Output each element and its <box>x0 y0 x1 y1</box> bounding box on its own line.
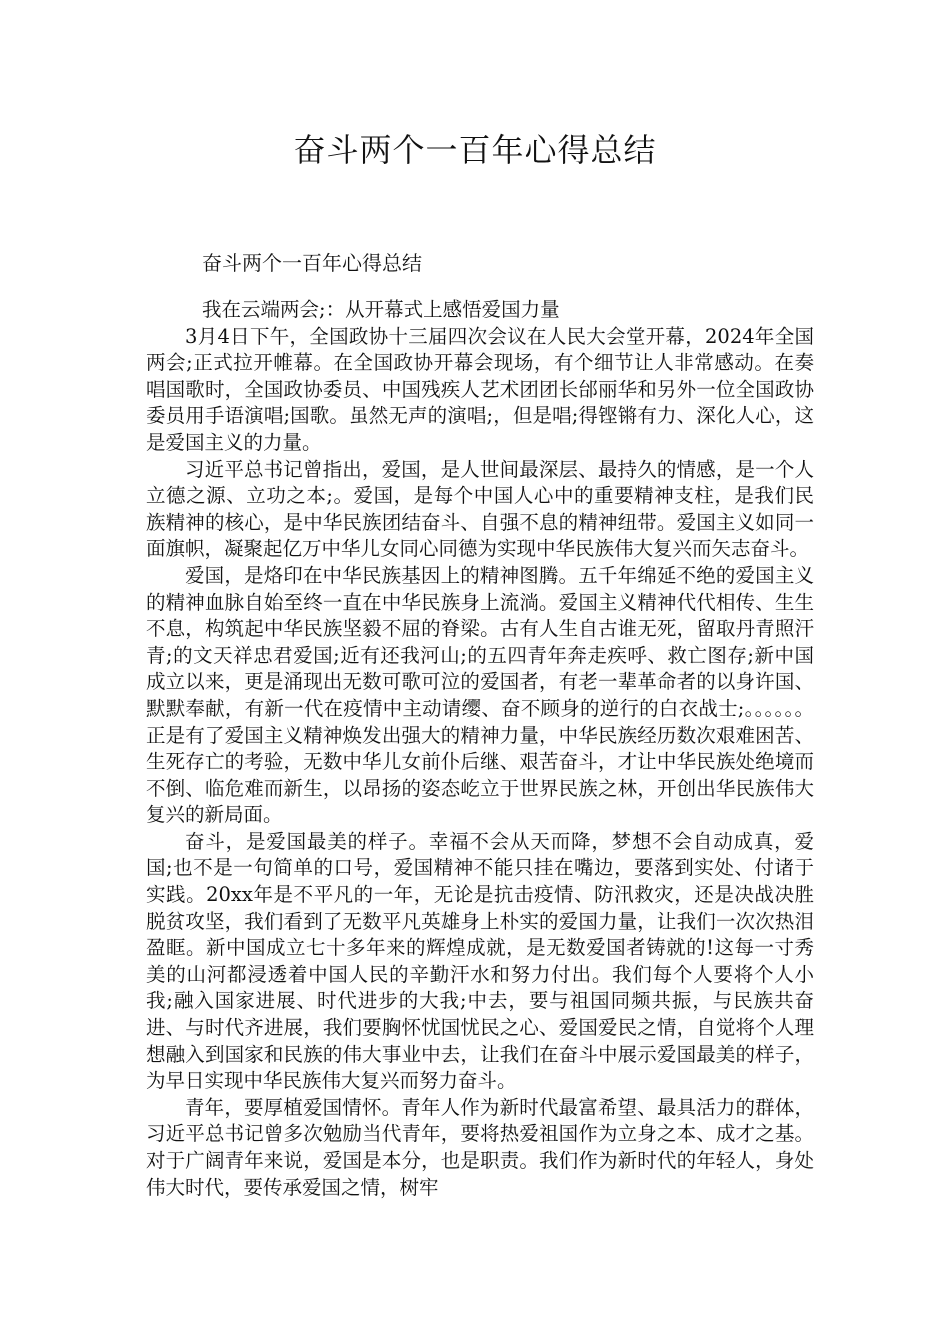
document-body <box>146 297 814 1201</box>
paragraph: 奋斗，是爱国最美的样子。幸福不会从天而降，梦想不会自动成真，爱国;也不是一句简单的口号，爱国精神不能只挂在嘴边，要落到实处、付诸于实践。20xx年是不平凡的一年，无论是抗击疫情、防汛救灾，还是决战决胜脱贫攻坚，我们看到了无数平凡英雄身上朴实的爱国力量，让我们一次次热泪盈眶。新中国成立七十多年来的辉煌成就，是无数爱国者铸就的!这每一寸秀美的山河都浸透着中国人民的辛勤汗水和努力付出。我们每个人要将个人小我;融入国家进展、时代进步的大我;中去，要与祖国同频共振，与民族共奋进、与时代齐进展，我们要胸怀忧国忧民之心、爱国爱民之情，自觉将个人理想融入到国家和民族的伟大事业中去，让我们在奋斗中展示爱国最美的样子，为早日实现中华民族伟大复兴而努力奋斗。 <box>146 829 814 1093</box>
document-subtitle: 奋斗两个一百年心得总结 <box>202 251 422 275</box>
paragraph-heading: 我在云端两会;：从开幕式上感悟爱国力量 <box>202 298 560 321</box>
document-title: 奋斗两个一百年心得总结 <box>293 131 657 169</box>
paragraph: 3月4日下午，全国政协十三届四次会议在人民大会堂开幕，2024年全国两会;正式拉开帷幕。在全国政协开幕会现场，有个细节让人非常感动。在奏唱国歌时，全国政协委员、中国残疾人艺术团团长邰丽华和另外一位全国政协委员用手语演唱;国歌。虽然无声的演唱;，但是唱;得铿锵有力、深化人心，这是爱国主义的力量。 <box>146 324 814 454</box>
paragraph: 青年，要厚植爱国情怀。青年人作为新时代最富希望、最具活力的群体，习近平总书记曾多次勉励当代青年，要将热爱祖国作为立身之本、成才之基。对于广阔青年来说，爱国是本分，也是职责。我们作为新时代的年轻人，身处伟大时代，要传承爱国之情，树牢 <box>146 1095 814 1199</box>
paragraph: 爱国，是烙印在中华民族基因上的精神图腾。五千年绵延不绝的爱国主义的精神血脉自始至终一直在中华民族身上流淌。爱国主义精神代代相传、生生不息，构筑起中华民族坚毅不屈的脊梁。古有人生自古谁无死，留取丹青照汗青;的文天祥忠君爱国;近有还我河山;的五四青年奔走疾呼、救亡图存;新中国成立以来，更是涌现出无数可歌可泣的爱国者，有老一辈革命者的以身许国、默默奉献，有新一代在疫情中主动请缨、奋不顾身的逆行的白衣战士;。。。。。。正是有了爱国主义精神焕发出强大的精神力量，中华民族经历数次艰难困苦、生死存亡的考验，无数中华儿女前仆后继、艰苦奋斗，才让中华民族处绝境而不倒、临危难而新生，以昂扬的姿态屹立于世界民族之林，开创出华民族伟大复兴的新局面。 <box>146 563 814 827</box>
paragraph: 习近平总书记曾指出，爱国，是人世间最深层、最持久的情感，是一个人立德之源、立功之本;。爱国，是每个中国人心中的重要精神支柱，是我们民族精神的核心，是中华民族团结奋斗、自强不息的精神纽带。爱国主义如同一面旗帜，凝聚起亿万中华儿女同心同德为实现中华民族伟大复兴而矢志奋斗。 <box>146 457 814 561</box>
